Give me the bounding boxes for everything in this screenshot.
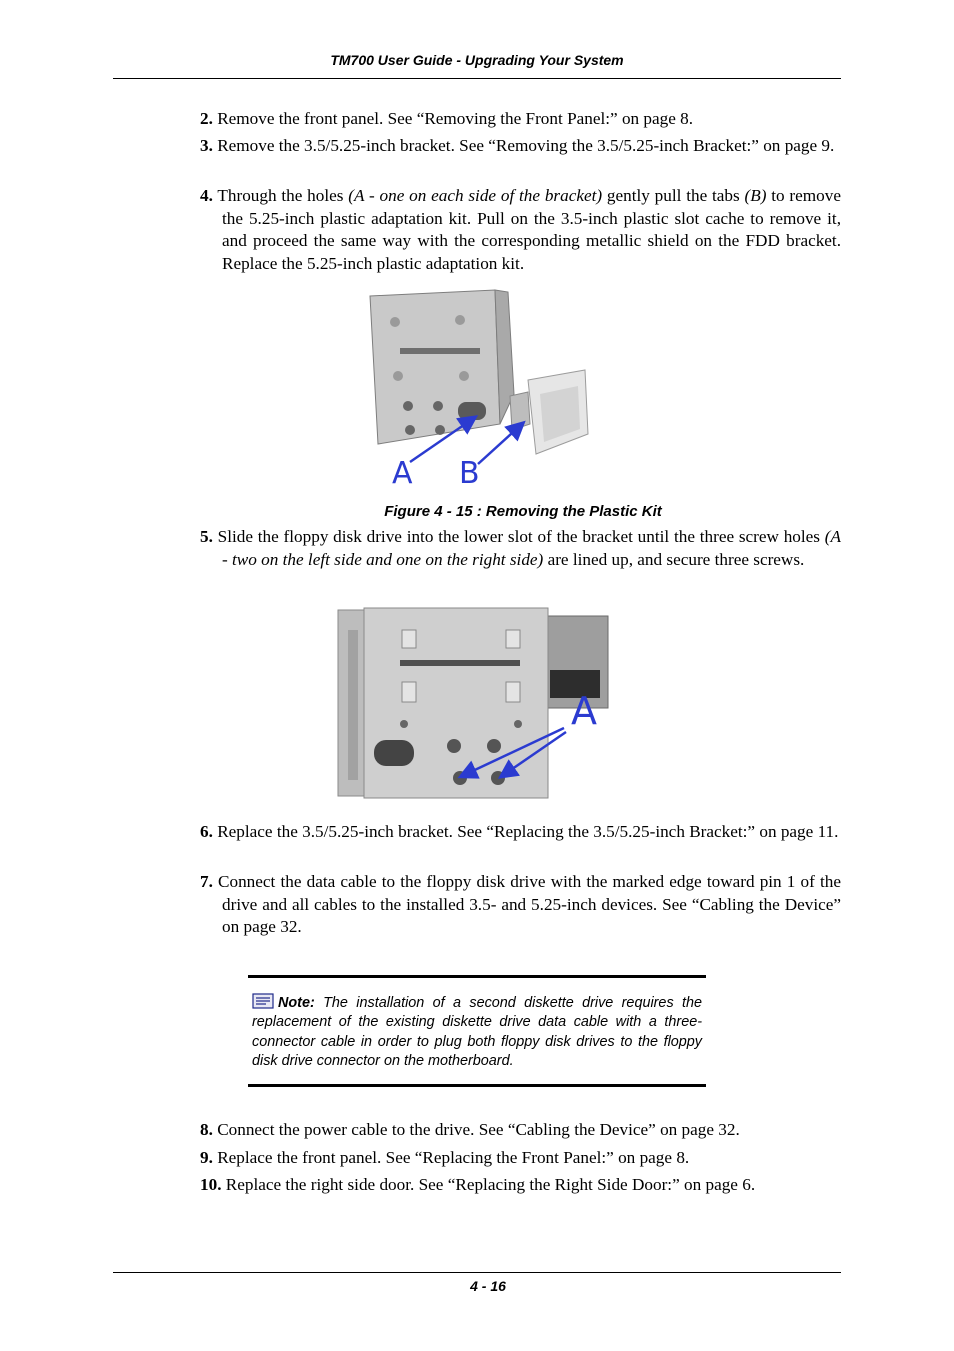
- figure-caption: Figure 4 - 15 : Removing the Plastic Kit: [384, 503, 662, 520]
- step-text: are lined up, and secure three screws.: [543, 549, 805, 569]
- step-text: Replace the front panel. See “Replacing the Front Panel:” on page 8.: [212, 1148, 690, 1167]
- figure-floppy-drive-bracket: [334, 600, 614, 800]
- step-text: Connect the power cable to the drive. See “Cabling the Device” on page 32.: [212, 1120, 740, 1139]
- step-text: to remove the 5.25-inch plastic adaptation kit. Pull on the 3.5-inch plastic slot cache to remove it, and proceed the same way with the corresponding metallic shield on the FDD bracket. Replace the 5.25-inch plastic adaptation kit.: [222, 186, 841, 273]
- step-8: [200, 1119, 841, 1142]
- step-text: gently pull the tabs: [602, 186, 745, 205]
- step-10: [200, 1174, 841, 1197]
- page-header: TM700 User Guide - Upgrading Your System: [330, 52, 624, 68]
- step-6: [200, 821, 841, 844]
- step-number: 5.: [200, 527, 213, 546]
- step-text-italic: (A - one on each side of the bracket): [348, 186, 603, 205]
- note-box: [252, 993, 702, 1072]
- step-2: [200, 108, 841, 131]
- step-number: 6.: [200, 822, 213, 841]
- step-text: Slide the floppy disk drive into the lower slot of the bracket until the three screw holes: [212, 527, 825, 546]
- step-text: Replace the right side door. See “Replacing the Right Side Door:” on page 6.: [221, 1175, 756, 1194]
- label-a: A: [392, 456, 413, 491]
- note-top-rule: [248, 975, 706, 978]
- step-text: Replace the 3.5/5.25-inch bracket. See “Replacing the 3.5/5.25-inch Bracket:” on page 11.: [212, 822, 839, 841]
- bracket-photo: [370, 290, 588, 454]
- step-5: [200, 526, 841, 571]
- step-number: 2.: [200, 109, 213, 128]
- arrow-b: [478, 424, 522, 464]
- step-number: 3.: [200, 136, 213, 155]
- step-text: Connect the data cable to the floppy disk drive with the marked edge toward pin 1 of the drive and all cables to the installed 3.5- and 5.25-inch devices. See “Cabling the Device” on page 32.: [212, 872, 841, 937]
- step-number: 7.: [200, 872, 213, 891]
- note-label: Note:: [278, 995, 315, 1011]
- figure-removing-plastic-kit: [360, 284, 600, 494]
- step-text: Remove the 3.5/5.25-inch bracket. See “Removing the 3.5/5.25-inch Bracket:” on page 9.: [212, 136, 835, 155]
- step-3: [200, 135, 841, 158]
- footer-rule: [113, 1272, 841, 1273]
- step-4: [200, 185, 841, 275]
- page-number: 4 - 16: [470, 1278, 506, 1294]
- step-text-italic: (A - two on the left side and one on the right side): [222, 527, 841, 569]
- step-number: 4.: [200, 186, 213, 205]
- note-text: The installation of a second diskette drive requires the replacement of the existing diskette drive data cable with a three-connector cable in order to plug both floppy disk drives to the floppy disk drive connector on the motherboard.: [252, 995, 702, 1070]
- note-bottom-rule: [248, 1084, 706, 1087]
- label-a: A: [571, 689, 597, 733]
- step-number: 10.: [200, 1175, 222, 1194]
- note-icon: [252, 993, 274, 1009]
- step-text-italic: (B): [744, 186, 767, 205]
- step-9: [200, 1147, 841, 1170]
- step-number: 8.: [200, 1120, 213, 1139]
- label-b: B: [459, 456, 480, 491]
- step-text: Through the holes: [212, 186, 349, 205]
- step-number: 9.: [200, 1148, 213, 1167]
- header-rule: [113, 78, 841, 79]
- step-text: Remove the front panel. See “Removing the Front Panel:” on page 8.: [212, 109, 694, 128]
- step-7: [200, 871, 841, 939]
